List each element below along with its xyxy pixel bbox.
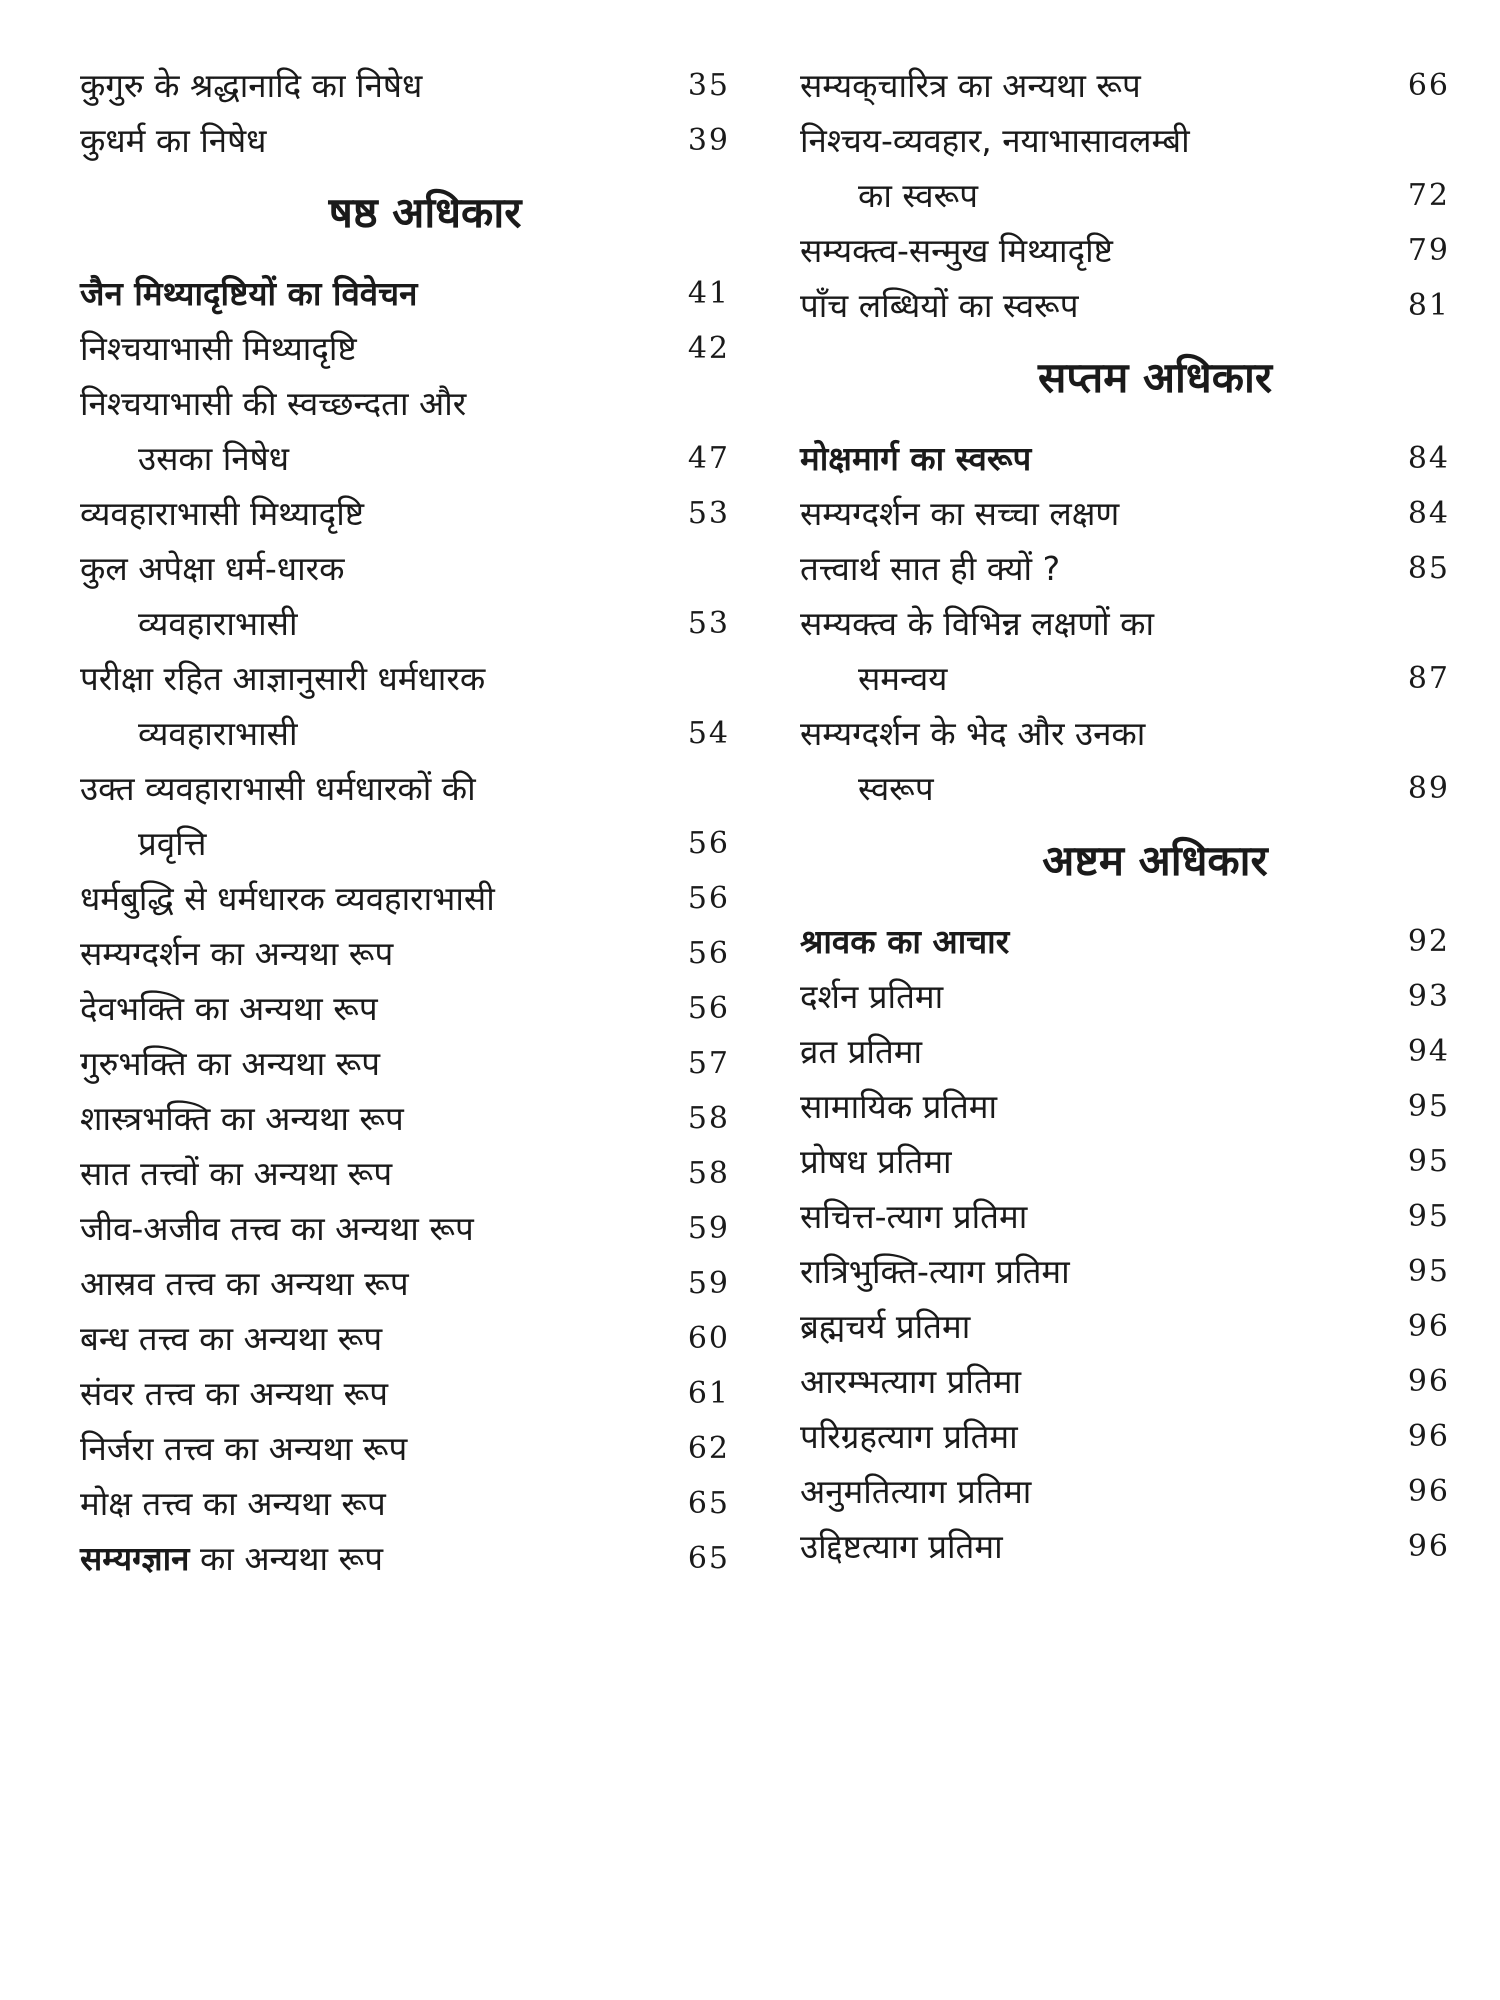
entry-title-rest: का अन्यथा रूप	[189, 1539, 383, 1578]
toc-entry-continued[interactable]	[80, 816, 730, 871]
entry-title: सचित्त-त्याग प्रतिमा	[800, 1197, 1028, 1236]
entry-page: 96	[1407, 1364, 1450, 1399]
toc-entry[interactable]	[80, 486, 730, 541]
entry-title: निश्चय-व्यवहार, नयाभासावलम्बी	[800, 121, 1190, 160]
toc-entry-continued[interactable]	[800, 168, 1450, 223]
entry-title: सम्यग्दर्शन के भेद और उनका	[800, 714, 1146, 753]
entry-page: 56	[687, 991, 730, 1026]
toc-entry[interactable]	[800, 1134, 1450, 1189]
entry-page: 54	[687, 716, 730, 751]
entry-page: 62	[687, 1431, 730, 1466]
entry-title: पाँच लब्धियों का स्वरूप	[800, 286, 1079, 325]
entry-page: 85	[1407, 551, 1450, 586]
entry-title-bold: सम्यग्ज्ञान	[80, 1539, 190, 1578]
entry-page: 58	[687, 1156, 730, 1191]
entry-title: उद्दिष्टत्याग प्रतिमा	[800, 1527, 1003, 1566]
toc-entry[interactable]	[80, 1366, 730, 1421]
toc-entry[interactable]	[80, 321, 730, 376]
entry-page: 95	[1407, 1254, 1450, 1289]
entry-title: सात तत्त्वों का अन्यथा रूप	[80, 1154, 393, 1193]
entry-title: निश्चयाभासी की स्वच्छन्दता और	[80, 384, 467, 423]
entry-page: 60	[687, 1321, 730, 1356]
entry-title-continued: व्यवहाराभासी	[138, 604, 298, 643]
entry-page: 53	[687, 496, 730, 531]
entry-title: सम्यक्त्व-सन्मुख मिथ्यादृष्टि	[800, 231, 1113, 270]
toc-entry[interactable]	[80, 1476, 730, 1531]
entry-title: कुधर्म का निषेध	[80, 121, 267, 160]
section-heading-8: अष्टम अधिकार	[1042, 836, 1268, 885]
toc-entry[interactable]	[80, 1531, 730, 1586]
toc-entry[interactable]	[80, 761, 730, 816]
entry-title: निश्चयाभासी मिथ्यादृष्टि	[80, 329, 357, 368]
entry-title	[80, 1531, 383, 1586]
entry-title: व्यवहाराभासी मिथ्यादृष्टि	[80, 494, 365, 533]
toc-entry[interactable]	[80, 541, 730, 596]
entry-title: उक्त व्यवहाराभासी धर्मधारकों की	[80, 769, 476, 808]
entry-page: 42	[687, 331, 730, 366]
entry-page: 87	[1407, 661, 1450, 696]
toc-entry[interactable]	[80, 58, 730, 113]
entry-title: जीव-अजीव तत्त्व का अन्यथा रूप	[80, 1209, 474, 1248]
toc-entry[interactable]	[80, 376, 730, 431]
entry-page: 61	[687, 1376, 730, 1411]
entry-page: 56	[687, 881, 730, 916]
toc-entry[interactable]	[80, 113, 730, 168]
toc-entry[interactable]	[800, 1024, 1450, 1079]
entry-page: 66	[1407, 68, 1450, 103]
toc-entry[interactable]	[80, 981, 730, 1036]
toc-entry[interactable]	[800, 1464, 1450, 1519]
entry-title: मोक्षमार्ग का स्वरूप	[800, 439, 1032, 478]
toc-entry[interactable]	[800, 914, 1450, 969]
entry-title: संवर तत्त्व का अन्यथा रूप	[80, 1374, 389, 1413]
entry-page: 95	[1407, 1144, 1450, 1179]
entry-title: आस्रव तत्त्व का अन्यथा रूप	[80, 1264, 409, 1303]
toc-entry[interactable]	[800, 1354, 1450, 1409]
toc-entry[interactable]	[80, 1311, 730, 1366]
entry-page: 57	[687, 1046, 730, 1081]
entry-page: 72	[1407, 178, 1450, 213]
entry-title: सम्यक्‌चारित्र का अन्यथा रूप	[800, 66, 1141, 105]
toc-entry-continued[interactable]	[800, 761, 1450, 816]
entry-page: 56	[687, 936, 730, 971]
toc-entry[interactable]	[800, 486, 1450, 541]
entry-title: सामायिक प्रतिमा	[800, 1087, 998, 1126]
toc-entry[interactable]	[800, 1244, 1450, 1299]
toc-entry[interactable]	[80, 266, 730, 321]
entry-page: 96	[1407, 1309, 1450, 1344]
toc-entry[interactable]	[800, 969, 1450, 1024]
toc-entry[interactable]	[800, 58, 1450, 113]
toc-entry[interactable]	[80, 1146, 730, 1201]
entry-page: 92	[1407, 924, 1450, 959]
entry-title-continued: प्रवृत्ति	[138, 824, 207, 863]
entry-title-continued: व्यवहाराभासी	[138, 714, 298, 753]
entry-title: देवभक्ति का अन्यथा रूप	[80, 989, 378, 1028]
entry-title: निर्जरा तत्त्व का अन्यथा रूप	[80, 1429, 408, 1468]
entry-page: 41	[687, 276, 730, 311]
entry-page: 65	[687, 1486, 730, 1521]
entry-page: 47	[687, 441, 730, 476]
entry-page: 39	[687, 123, 730, 158]
entry-page: 93	[1407, 979, 1450, 1014]
entry-page: 95	[1407, 1199, 1450, 1234]
toc-entry[interactable]	[800, 1409, 1450, 1464]
entry-title: श्रावक का आचार	[800, 922, 1010, 961]
toc-entry[interactable]	[800, 1519, 1450, 1574]
toc-entry[interactable]	[800, 596, 1450, 651]
entry-page: 65	[687, 1541, 730, 1576]
toc-entry[interactable]	[800, 1299, 1450, 1354]
toc-entry[interactable]	[800, 1079, 1450, 1134]
entry-title: गुरुभक्ति का अन्यथा रूप	[80, 1044, 381, 1083]
toc-entry[interactable]	[800, 1189, 1450, 1244]
entry-title: परीक्षा रहित आज्ञानुसारी धर्मधारक	[80, 659, 486, 698]
entry-title: तत्त्वार्थ सात ही क्यों ?	[800, 549, 1061, 588]
toc-entry[interactable]	[80, 1201, 730, 1256]
entry-page: 95	[1407, 1089, 1450, 1124]
entry-title: परिग्रहत्याग प्रतिमा	[800, 1417, 1018, 1456]
entry-title: सम्यक्त्व के विभिन्न लक्षणों का	[800, 604, 1155, 643]
toc-entry-continued[interactable]	[80, 431, 730, 486]
toc-right-column	[800, 58, 1450, 1574]
toc-entry-continued[interactable]	[800, 651, 1450, 706]
toc-entry[interactable]	[800, 431, 1450, 486]
toc-entry[interactable]	[80, 1036, 730, 1091]
entry-page: 89	[1407, 771, 1450, 806]
entry-page: 94	[1407, 1034, 1450, 1069]
entry-title: शास्त्रभक्ति का अन्यथा रूप	[80, 1099, 404, 1138]
toc-entry[interactable]	[800, 113, 1450, 168]
entry-title-continued: उसका निषेध	[138, 439, 290, 478]
entry-page: 59	[687, 1211, 730, 1246]
entry-title: कुल अपेक्षा धर्म-धारक	[80, 549, 345, 588]
entry-page: 84	[1407, 496, 1450, 531]
toc-entry-continued[interactable]	[80, 596, 730, 651]
entry-page: 96	[1407, 1419, 1450, 1454]
toc-entry[interactable]	[800, 706, 1450, 761]
entry-title: जैन मिथ्यादृष्टियों का विवेचन	[80, 274, 418, 313]
entry-page: 96	[1407, 1474, 1450, 1509]
entry-page: 81	[1407, 288, 1450, 323]
entry-page: 56	[687, 826, 730, 861]
section-heading-7: सप्तम अधिकार	[1037, 353, 1273, 402]
entry-title: रात्रिभुक्ति-त्याग प्रतिमा	[800, 1252, 1070, 1291]
entry-title: ब्रह्मचर्य प्रतिमा	[800, 1307, 971, 1346]
toc-entry[interactable]	[80, 651, 730, 706]
entry-page: 53	[687, 606, 730, 641]
toc-left-column	[80, 58, 730, 1586]
entry-page: 96	[1407, 1529, 1450, 1564]
toc-entry[interactable]	[80, 926, 730, 981]
toc-entry[interactable]	[800, 223, 1450, 278]
toc-entry[interactable]	[800, 278, 1450, 333]
entry-title: व्रत प्रतिमा	[800, 1032, 923, 1071]
toc-entry[interactable]	[80, 1091, 730, 1146]
toc-entry[interactable]	[80, 1256, 730, 1311]
entry-title-continued: का स्वरूप	[858, 176, 978, 215]
toc-entry[interactable]	[800, 541, 1450, 596]
entry-page: 59	[687, 1266, 730, 1301]
entry-page: 35	[687, 68, 730, 103]
entry-page: 84	[1407, 441, 1450, 476]
entry-title: मोक्ष तत्त्व का अन्यथा रूप	[80, 1484, 386, 1523]
entry-title: बन्ध तत्त्व का अन्यथा रूप	[80, 1319, 383, 1358]
entry-title: धर्मबुद्धि से धर्मधारक व्यवहाराभासी	[80, 879, 495, 918]
section-heading-6: षष्ठ अधिकार	[328, 188, 522, 237]
toc-entry[interactable]	[80, 871, 730, 926]
entry-page: 58	[687, 1101, 730, 1136]
entry-title: सम्यग्दर्शन का सच्चा लक्षण	[800, 494, 1120, 533]
toc-entry-continued[interactable]	[80, 706, 730, 761]
entry-page: 79	[1407, 233, 1450, 268]
entry-title: सम्यग्दर्शन का अन्यथा रूप	[80, 934, 394, 973]
entry-title-continued: स्वरूप	[858, 769, 934, 808]
entry-title: दर्शन प्रतिमा	[800, 977, 944, 1016]
entry-title: प्रोषध प्रतिमा	[800, 1142, 952, 1181]
entry-title: आरम्भत्याग प्रतिमा	[800, 1362, 1022, 1401]
entry-title: अनुमतित्याग प्रतिमा	[800, 1472, 1032, 1511]
entry-title-continued: समन्वय	[858, 659, 948, 698]
toc-entry[interactable]	[80, 1421, 730, 1476]
entry-title: कुगुरु के श्रद्धानादि का निषेध	[80, 66, 423, 105]
